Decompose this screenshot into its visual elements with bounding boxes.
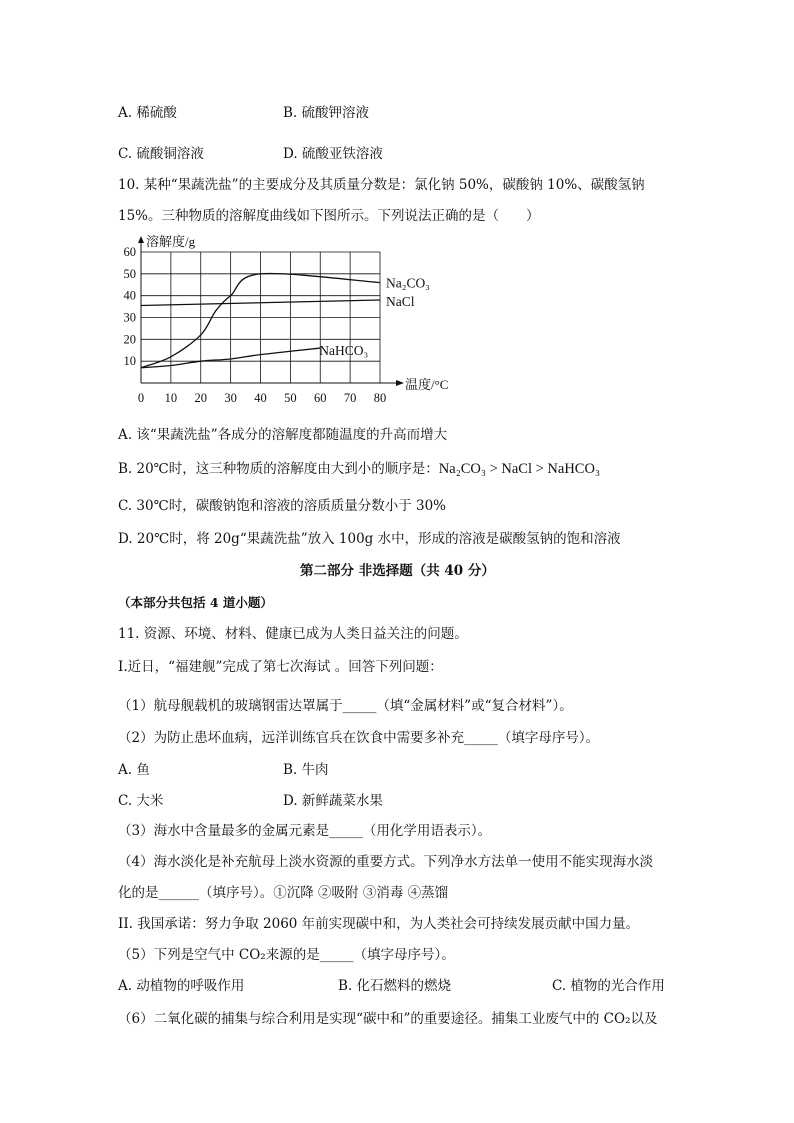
y-tick-label: 50	[123, 266, 136, 281]
part2-note: （本部分共包括 4 道小题）	[118, 595, 273, 610]
y-axis-arrow	[138, 236, 144, 243]
q9-option-a: A. 稀硫酸	[118, 105, 177, 121]
q11-sub2-option-d: D. 新鲜蔬菜水果	[283, 793, 383, 809]
q9-option-c: C. 硫酸铜溶液	[118, 146, 204, 162]
q9-option-b: B. 硫酸钾溶液	[283, 105, 370, 121]
solubility-chart-svg	[118, 232, 448, 412]
q11-sub2-option-b: B. 牛肉	[283, 762, 329, 778]
part2-heading: 第二部分 非选择题（共 40 分）	[300, 563, 495, 579]
q10-option-b	[118, 460, 600, 478]
x-tick-label: 0	[137, 391, 145, 405]
x-tick-label: 50	[284, 391, 297, 405]
x-axis-arrow	[396, 380, 404, 386]
q11-sub2-option-a: A. 鱼	[118, 762, 150, 778]
x-tick-label: 80	[373, 391, 387, 405]
y-tick-label: 10	[123, 354, 136, 369]
y-tick-label: 30	[123, 310, 136, 325]
q10-option-b-formula: Na₂CO₃ > NaCl > NaHCO₃	[438, 461, 600, 477]
section-1-intro: I.近日，“福建舰”完成了第七次海试 。回答下列问题：	[118, 659, 443, 675]
q10-stem-line2: 15%。三种物质的溶解度曲线如下图所示。下列说法正确的是（ ）	[118, 208, 540, 224]
q11-stem: 11. 资源、环境、材料、健康已成为人类日益关注的问题。	[118, 626, 468, 642]
x-tick-label: 40	[254, 391, 267, 405]
q11-sub3: （3）海水中含量最多的金属元素是_____（用化学用语表示）。	[118, 823, 492, 839]
y-tick-label: 60	[123, 245, 136, 259]
q11-sub4-line1: （4）海水淡化是补充航母上淡水资源的重要方式。下列净水方法单一使用不能实现海水淡	[118, 854, 654, 870]
q9-option-d: D. 硫酸亚铁溶液	[283, 146, 383, 162]
x-axis-label: 温度/°C	[405, 377, 448, 392]
x-tick-label: 70	[343, 391, 357, 405]
q11-sub4-line2: 化的是______（填序号）。①沉降 ②吸附 ③消毒 ④蒸馏	[118, 885, 449, 901]
q11-sub2-option-c: C. 大米	[118, 793, 164, 809]
x-tick-label: 20	[194, 391, 207, 405]
q10-option-d: D. 20℃时，将 20g“果蔬洗盐”放入 100g 水中，形成的溶液是碳酸氢钠的饱和溶液	[118, 531, 621, 547]
series-label-1: NaCl	[386, 294, 415, 310]
y-tick-label: 20	[123, 332, 136, 347]
x-tick-label: 60	[314, 391, 327, 405]
section-2-intro: II. 我国承诺：努力争取 2060 年前实现碳中和，为人类社会可持续发展贡献中国力量。	[118, 916, 640, 932]
solubility-chart	[118, 232, 448, 412]
series-label-2: NaHCO₃	[319, 343, 369, 359]
q10-option-c: C. 30℃时，碳酸钠饱和溶液的溶质质量分数小于 30%	[118, 498, 447, 514]
q11-sub2: （2）为防止患坏血病，远洋训练官兵在饮食中需要多补充_____（填字母序号）。	[118, 730, 600, 746]
x-tick-label: 30	[224, 391, 237, 405]
y-axis-label: 溶解度/g	[146, 234, 196, 249]
q10-option-b-text: B. 20℃时，这三种物质的溶解度由大到小的顺序是：	[118, 461, 439, 477]
q11-sub5-option-c: C. 植物的光合作用	[552, 978, 665, 994]
q11-sub5-option-a: A. 动植物的呼吸作用	[118, 978, 245, 994]
y-tick-label: 40	[123, 288, 136, 303]
q11-sub5: （5）下列是空气中 CO₂来源的是_____（填字母序号）。	[118, 947, 455, 963]
q10-option-a: A. 该“果蔬洗盐”各成分的溶解度都随温度的升高而增大	[118, 427, 448, 443]
series-label-0: Na₂CO₃	[386, 275, 430, 291]
q11-sub6: （6）二氧化碳的捕集与综合利用是实现“碳中和”的重要途径。捕集工业废气中的 CO₂以及	[118, 1011, 658, 1027]
q11-sub5-option-b: B. 化石燃料的燃烧	[338, 978, 452, 994]
x-tick-label: 10	[164, 391, 178, 405]
q11-sub1: （1）航母舰载机的玻璃钢雷达罩属于_____（填“金属材料”或“复合材料”）。	[118, 698, 573, 714]
q10-stem-line1: 10. 某种“果蔬洗盐”的主要成分及其质量分数是：氯化钠 50%，碳酸钠 10%、碳酸氢钠	[118, 177, 645, 193]
